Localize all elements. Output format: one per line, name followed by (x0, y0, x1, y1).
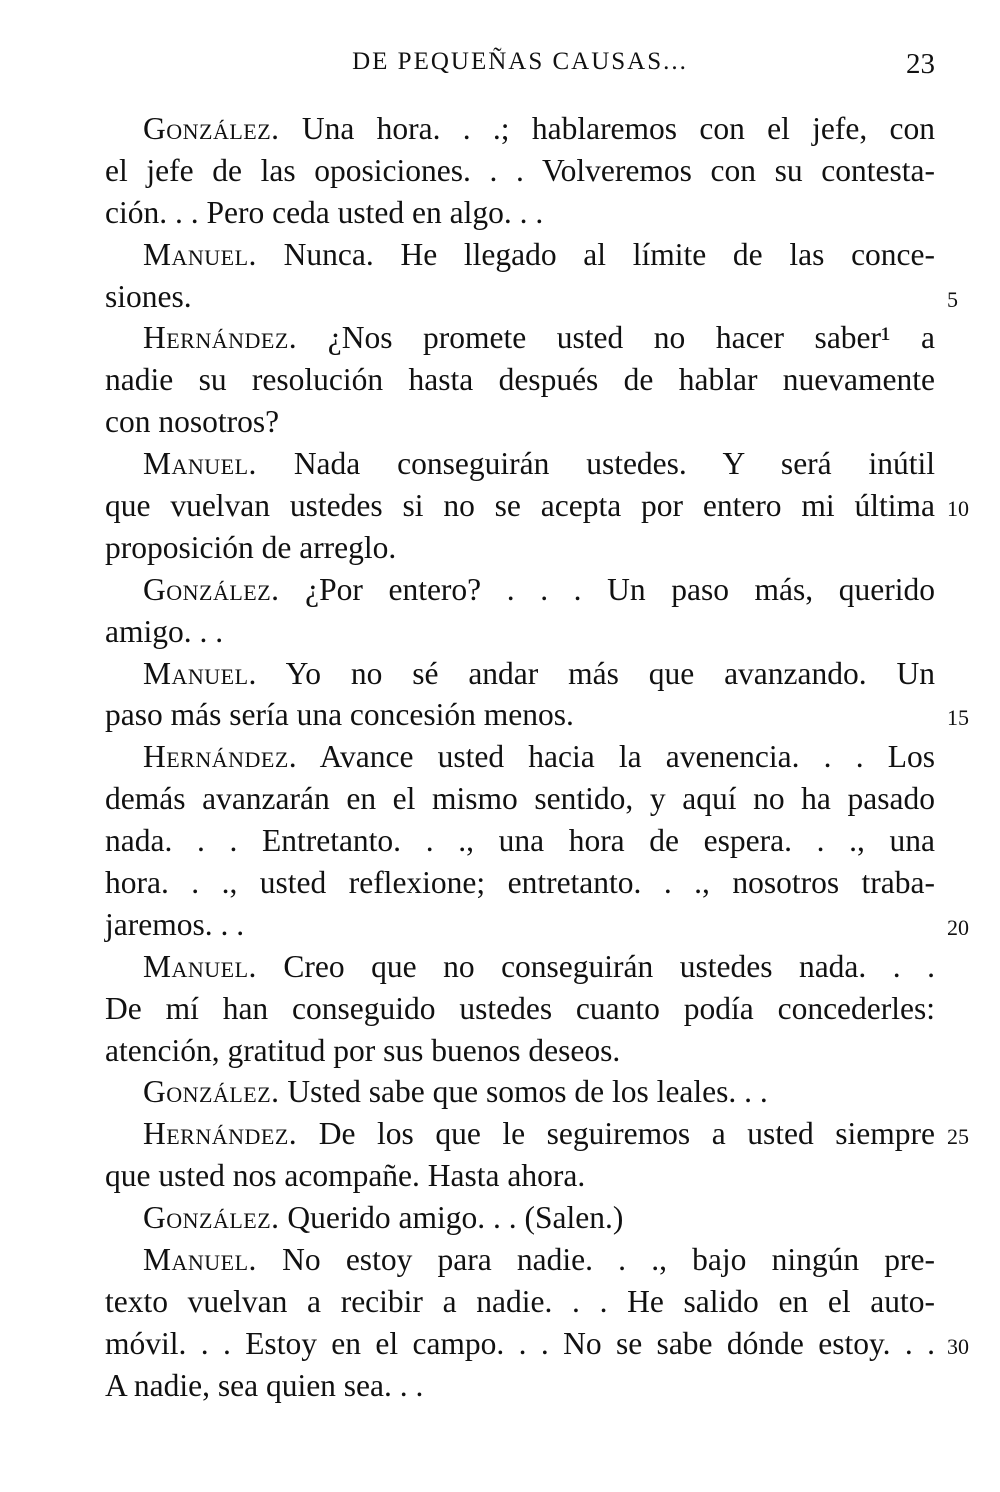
text-line (105, 569, 935, 611)
speaker-name: Manuel. (143, 1242, 257, 1278)
line-text: amigo. . . (105, 613, 224, 649)
line-text: siones. (105, 278, 192, 314)
line-text: ción. . . Pero ceda usted en algo. . . (105, 194, 544, 230)
text-line (105, 527, 935, 569)
line-number: 30 (947, 1333, 969, 1359)
speaker-name: Manuel. (143, 655, 257, 691)
text-line (105, 485, 969, 527)
text-line (105, 862, 935, 904)
line-text: que usted nos acompañe. Hasta ahora. (105, 1158, 586, 1194)
line-text: proposición de arreglo. (105, 529, 397, 565)
text-line (105, 1323, 969, 1365)
line-text: con nosotros? (105, 404, 280, 440)
text-line (105, 317, 935, 359)
line-text: atención, gratitud por sus buenos deseos. (105, 1032, 621, 1068)
line-text: Yo no sé andar más que avanzando. Un (285, 655, 935, 691)
line-text: que vuelvan ustedes si no se acepta por entero mi última (105, 488, 935, 524)
text-line (105, 276, 958, 318)
text-line (105, 1113, 969, 1155)
text-line (105, 988, 935, 1030)
line-text: Usted sabe que somos de los leales. . . (287, 1074, 768, 1110)
text-line (105, 1239, 935, 1281)
line-number: 25 (947, 1124, 969, 1150)
speaker-name: Hernández. (143, 1116, 298, 1152)
line-text: hora. . ., usted reflexione; entretanto. . ., nosotros traba- (105, 865, 935, 901)
line-text: ¿Nos promete usted no hacer saber¹ a (327, 320, 935, 356)
line-text: texto vuelvan a recibir a nadie. . . He salido en el auto- (105, 1283, 935, 1319)
speaker-name: González. (143, 1074, 280, 1110)
speaker-name: González. (143, 111, 280, 146)
line-text: jaremos. . . (105, 906, 245, 942)
line-text: Creo que no conseguirán ustedes nada. . . (283, 948, 935, 984)
line-text: De los que le seguiremos a usted siempre (318, 1116, 935, 1152)
line-text: ¿Por entero? . . . Un paso más, querido (305, 571, 935, 607)
text-line (105, 234, 935, 276)
speaker-name: Hernández. (143, 320, 298, 356)
speaker-name: Manuel. (143, 446, 257, 482)
page-number: 23 (906, 48, 935, 80)
speaker-name: Hernández. (143, 739, 298, 775)
line-text: De mí han conseguido ustedes cuanto podía concederles: (105, 990, 935, 1026)
text-line (105, 653, 935, 695)
speaker-name: González. (143, 571, 280, 607)
text-line (105, 359, 935, 401)
text-line (105, 1071, 935, 1113)
line-number: 10 (947, 496, 969, 522)
line-text: No estoy para nadie. . ., bajo ningún pre- (282, 1242, 936, 1278)
text-line (105, 820, 935, 862)
text-line (105, 1281, 935, 1323)
line-text: móvil. . . Estoy en el campo. . . No se sabe dónde estoy. . . (105, 1325, 935, 1361)
text-line (105, 108, 935, 150)
text-line (105, 736, 935, 778)
line-text: Querido amigo. . . (Salen.) (287, 1200, 624, 1236)
line-number: 15 (947, 705, 969, 731)
line-text: Una hora. . .; hablaremos con el jefe, con (301, 111, 936, 146)
line-text: nada. . . Entretanto. . ., una hora de espera. . ., una (105, 823, 935, 859)
line-text: nadie su resolución hasta después de hablar nuevamente (105, 362, 935, 398)
text-line (105, 778, 935, 820)
speaker-name: Manuel. (143, 948, 257, 984)
text-line (105, 946, 935, 988)
text-line (105, 1197, 935, 1239)
text-line (105, 401, 935, 443)
text-line (105, 192, 935, 234)
speaker-name: Manuel. (143, 236, 257, 272)
line-text: el jefe de las oposiciones. . . Volveremos con su contesta- (105, 152, 935, 188)
text-line (105, 1155, 935, 1197)
line-text: Nada conseguirán ustedes. Y será inútil (293, 446, 936, 482)
running-title: DE PEQUEÑAS CAUSAS... (352, 48, 688, 75)
line-number: 20 (947, 914, 969, 940)
line-text: paso más sería una concesión menos. (105, 697, 574, 733)
text-line (105, 694, 969, 736)
speaker-name: González. (143, 1200, 280, 1236)
line-text: Nunca. He llegado al límite de las conce- (283, 236, 936, 272)
text-line (105, 611, 935, 653)
play-text (105, 108, 969, 1407)
line-text: Avance usted hacia la avenencia. . . Los (319, 739, 935, 775)
text-line (105, 443, 935, 485)
page-header (105, 48, 935, 88)
line-text: A nadie, sea quien sea. . . (105, 1367, 424, 1403)
text-line (105, 1030, 935, 1072)
line-text: demás avanzarán en el mismo sentido, y aquí no ha pasado (105, 781, 935, 817)
line-number: 5 (947, 286, 958, 312)
text-line (105, 904, 969, 946)
text-line (105, 150, 935, 192)
text-line (105, 1365, 935, 1407)
